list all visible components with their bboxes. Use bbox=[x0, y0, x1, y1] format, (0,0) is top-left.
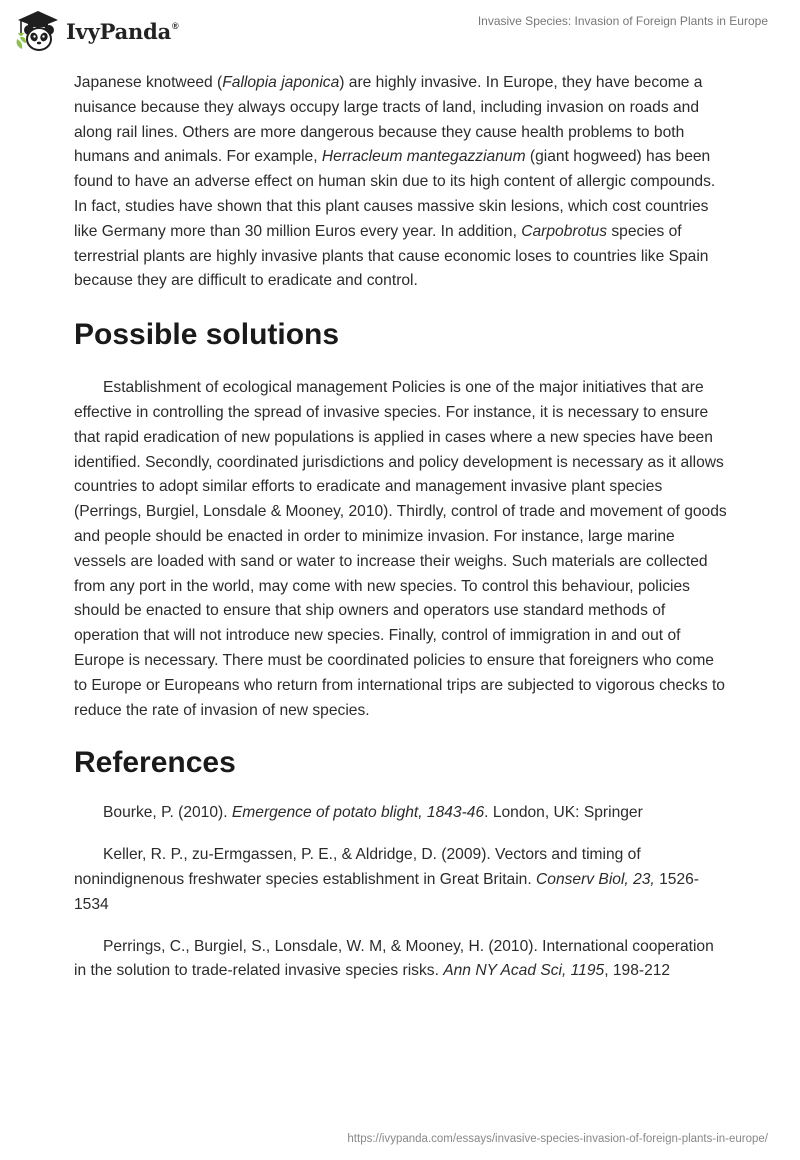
essay-content bbox=[74, 71, 728, 1001]
species-name: Herracleum mantegazzianum bbox=[321, 148, 526, 166]
panda-graduate-icon bbox=[14, 9, 62, 53]
species-name: Carpobrotus bbox=[521, 222, 608, 240]
section-heading-references: References bbox=[74, 746, 236, 780]
reference-item: Perrings, C., Burgiel, S., Lonsdale, W. M, & Mooney, H. (2010). International cooperation in the solution to trade-related invasive species risks. Ann NY Acad Sci, 1195, 198-212 bbox=[74, 937, 714, 980]
registered-mark: ® bbox=[172, 20, 179, 31]
species-name: Fallopia japonica bbox=[222, 74, 340, 91]
reference-item: Keller, R. P., zu-Ermgassen, P. E., & Aldridge, D. (2009). Vectors and timing of nonindignenous freshwater species establishment in Great Britain. Conserv Biol, 23, 1526-1534 bbox=[74, 846, 699, 913]
source-url[interactable]: https://ivypanda.com/essays/invasive-species-invasion-of-foreign-plants-in-europe/ bbox=[347, 1133, 768, 1145]
section-heading-solutions: Possible solutions bbox=[74, 318, 340, 352]
brand-name: IvyPanda® bbox=[66, 18, 179, 44]
page-header bbox=[0, 0, 800, 64]
document-title: Invasive Species: Invasion of Foreign Plants in Europe bbox=[477, 14, 768, 28]
intro-paragraph: Japanese knotweed (Fallopia japonica) are highly invasive. In Europe, they have become a nuisance because they always occupy large tracts of land, including invasion on roads and along rail lines. Others are more dangerous because they cause health problems to both humans and animals. For example, Herracleum mantegazzianum (giant hogweed) has been found to have an adverse effect on human skin due to its high content of allergic compounds. In fact, studies have shown that this plant causes massive skin lesions, which cost countries like Germany more than 30 million Euros every year. In addition, Carpobrotus species of terrestrial plants are highly invasive plants that cause economic loses to countries like Spain because they are difficult to eradicate and control. bbox=[74, 74, 716, 290]
ivypanda-logo[interactable] bbox=[14, 9, 178, 53]
solutions-paragraph: Establishment of ecological management Policies is one of the major initiatives that are effective in controlling the spread of invasive species. For instance, it is necessary to ensure that rapid eradication of new populations is applied in cases where a new species have been identified. Secondly, coordinated jurisdictions and policy development is necessary as it allows countries to adopt similar efforts to eradicate and management invasive plant species (Perrings, Burgiel, Lonsdale & Mooney, 2010). Thirdly, control of trade and movement of goods and people should be enacted in order to minimize invasion. For instance, large marine vessels are loaded with sand or water to increase their weighs. Such materials are collected from any port in the world, may come with new species. To control this behaviour, policies should be enacted to ensure that ship owners and operators use standard methods of operation that will not introduce new species. Finally, control of immigration in and out of Europe is necessary. There must be coordinated policies to ensure that foreigners who come to Europe or Europeans who return from international trips are subjected to vigorous checks to reduce the rate of invasion of new species. bbox=[74, 379, 727, 719]
reference-item: Bourke, P. (2010). Emergence of potato blight, 1843-46. London, UK: Springer bbox=[103, 804, 643, 822]
